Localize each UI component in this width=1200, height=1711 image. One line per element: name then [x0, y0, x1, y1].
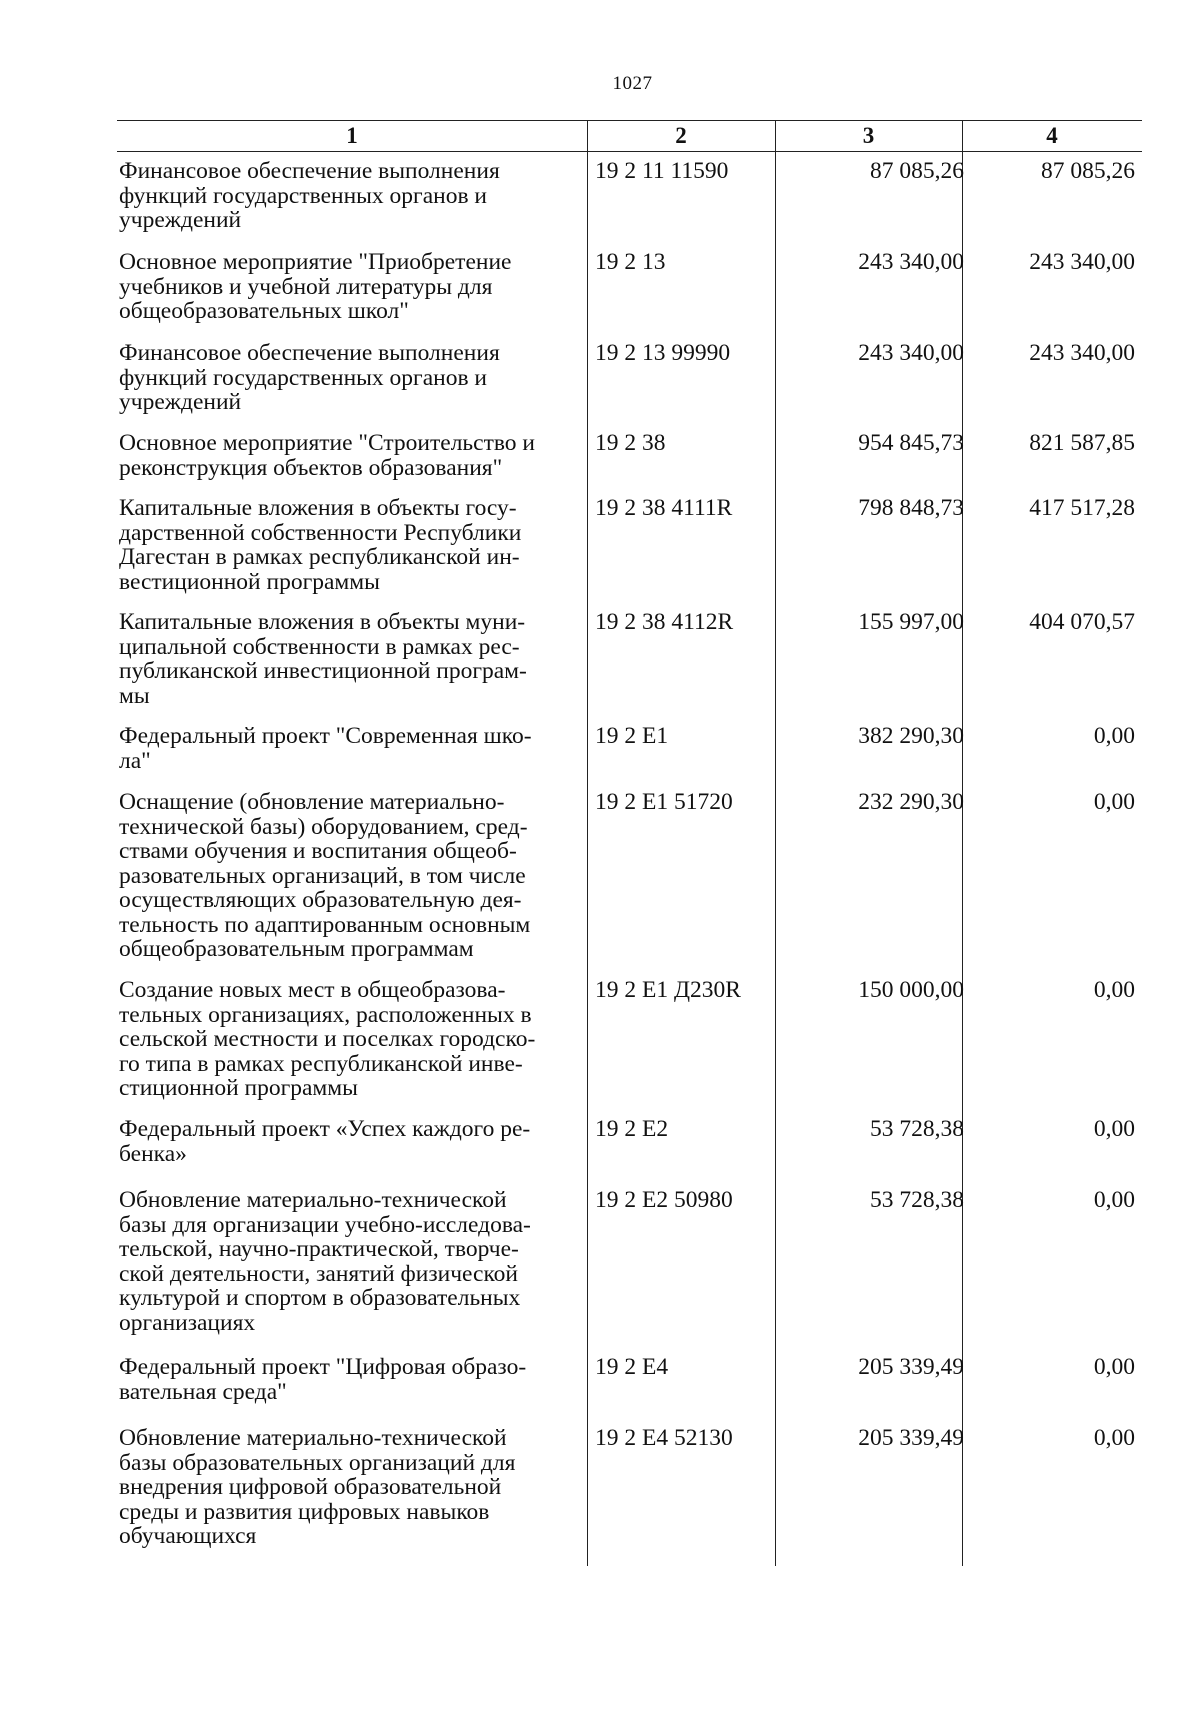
description-line: учреждений: [119, 207, 242, 233]
row-value-column-3: 87 085,26: [870, 158, 964, 184]
row-value-column-4: 0,00: [1093, 789, 1135, 815]
row-value-column-3: 53 728,38: [870, 1187, 964, 1213]
row-value-column-3: 53 728,38: [870, 1116, 964, 1142]
row-code: 19 2 E1 51720: [595, 789, 733, 815]
row-value-column-4: 243 340,00: [1029, 340, 1135, 366]
row-value-column-3: 243 340,00: [858, 340, 964, 366]
description-line: функций государственных органов и: [119, 182, 488, 209]
row-description: [119, 978, 587, 1101]
row-value-column-4: 0,00: [1093, 1187, 1135, 1213]
row-value-column-4: 0,00: [1093, 1425, 1135, 1451]
column-divider: [775, 120, 776, 1566]
column-divider: [587, 120, 588, 1566]
row-description: [119, 790, 587, 962]
row-value-column-4: 243 340,00: [1029, 249, 1135, 275]
row-value-column-4: 0,00: [1093, 1116, 1135, 1142]
row-code: 19 2 E1 Д230R: [595, 977, 741, 1003]
description-line: мы: [119, 682, 150, 709]
row-value-column-3: 155 997,00: [858, 609, 964, 635]
row-value-column-4: 0,00: [1093, 723, 1135, 749]
description-line: Основное мероприятие "Строительство и: [119, 430, 535, 456]
description-line: тельных организациях, расположенных в: [119, 1001, 532, 1028]
row-value-column-4: 0,00: [1093, 977, 1135, 1003]
table-header-border: [117, 151, 1142, 152]
description-line: базы образовательных организаций для: [119, 1449, 516, 1476]
description-line: среды и развития цифровых навыков: [119, 1498, 490, 1525]
budget-table: [117, 120, 1142, 1566]
row-code: 19 2 E4: [595, 1354, 669, 1380]
row-code: 19 2 13: [595, 249, 666, 275]
description-line: Оснащение (обновление материально-: [119, 789, 505, 815]
description-line: внедрения цифровой образовательной: [119, 1474, 502, 1500]
description-line: публиканской инвестиционной програм-: [119, 658, 527, 684]
row-description: [119, 1355, 587, 1404]
description-line: общеобразовательным программам: [119, 936, 474, 962]
description-line: учреждений: [119, 389, 242, 415]
column-header-1: 1: [346, 123, 358, 148]
description-line: вестиционной программы: [119, 568, 380, 595]
row-description: [119, 431, 587, 480]
row-code: 19 2 E1: [595, 723, 669, 749]
description-line: Основное мероприятие "Приобретение: [119, 249, 512, 275]
description-line: го типа в рамках республиканской инве-: [119, 1050, 523, 1077]
description-line: тельской, научно-практической, творче-: [119, 1236, 519, 1262]
description-line: учебников и учебной литературы для: [119, 273, 493, 300]
row-code: 19 2 E2 50980: [595, 1187, 733, 1213]
row-code: 19 2 38 4111R: [595, 495, 733, 521]
row-value-column-3: 954 845,73: [858, 430, 964, 456]
row-value-column-3: 232 290,30: [858, 789, 964, 815]
description-line: реконструкция объектов образования": [119, 454, 503, 481]
description-line: Капитальные вложения в объекты госу-: [119, 495, 517, 521]
description-line: Федеральный проект "Современная шко-: [119, 723, 532, 749]
row-value-column-4: 821 587,85: [1029, 430, 1135, 456]
row-code: 19 2 E4 52130: [595, 1425, 733, 1451]
description-line: базы для организации учебно-исследова-: [119, 1211, 531, 1238]
description-line: ла": [119, 747, 151, 774]
description-line: разовательных организаций, в том числе: [119, 862, 526, 889]
description-line: Финансовое обеспечение выполнения: [119, 340, 500, 366]
description-line: Дагестан в рамках республиканской ин-: [119, 544, 520, 570]
row-value-column-3: 798 848,73: [858, 495, 964, 521]
column-header-3: 3: [862, 123, 875, 148]
description-line: бенка»: [119, 1140, 187, 1167]
row-description: [119, 1426, 587, 1549]
description-line: Обновление материально-технической: [119, 1187, 507, 1213]
row-code: 19 2 11 11590: [595, 158, 729, 184]
description-line: тельность по адаптированным основным: [119, 911, 531, 938]
row-description: [119, 341, 587, 415]
row-description: [119, 1188, 587, 1335]
row-description: [119, 496, 587, 594]
description-line: дарственной собственности Республики: [119, 519, 522, 546]
row-code: 19 2 E2: [595, 1116, 669, 1142]
row-description: [119, 159, 587, 233]
description-line: сельской местности и поселках городско-: [119, 1026, 536, 1052]
row-value-column-4: 0,00: [1093, 1354, 1135, 1380]
description-line: функций государственных органов и: [119, 364, 488, 391]
description-line: Федеральный проект "Цифровая образо-: [119, 1354, 527, 1380]
column-divider: [962, 120, 963, 1566]
row-description: [119, 610, 587, 708]
row-value-column-3: 243 340,00: [858, 249, 964, 275]
row-value-column-4: 404 070,57: [1029, 609, 1135, 635]
row-description: [119, 1117, 587, 1166]
row-code: 19 2 13 99990: [595, 340, 731, 366]
page-number: 1027: [612, 73, 653, 94]
column-header-2: 2: [675, 123, 687, 148]
description-line: ской деятельности, занятий физической: [119, 1260, 519, 1287]
table-top-border: [117, 120, 1142, 121]
row-value-column-4: 87 085,26: [1041, 158, 1135, 184]
description-line: общеобразовательных школ": [119, 298, 409, 324]
column-header-4: 4: [1046, 123, 1058, 148]
row-value-column-3: 382 290,30: [858, 723, 964, 749]
description-line: осуществляющих образовательную дея-: [119, 887, 522, 913]
row-description: [119, 724, 587, 773]
row-value-column-3: 205 339,49: [858, 1354, 964, 1380]
description-line: Капитальные вложения в объекты муни-: [119, 609, 526, 635]
description-line: ствами обучения и воспитания общеоб-: [119, 838, 517, 864]
row-value-column-4: 417 517,28: [1029, 495, 1135, 521]
description-line: технической базы) оборудованием, сред-: [119, 813, 528, 840]
description-line: организациях: [119, 1309, 256, 1336]
description-line: культурой и спортом в образовательных: [119, 1285, 521, 1311]
description-line: обучающихся: [119, 1523, 257, 1549]
row-value-column-3: 150 000,00: [858, 977, 964, 1003]
row-code: 19 2 38 4112R: [595, 609, 734, 635]
row-value-column-3: 205 339,49: [858, 1425, 964, 1451]
description-line: ципальной собственности в рамках рес-: [119, 633, 520, 660]
description-line: Обновление материально-технической: [119, 1425, 507, 1451]
row-description: [119, 250, 587, 324]
row-code: 19 2 38: [595, 430, 666, 456]
description-line: вательная среда": [119, 1378, 287, 1405]
description-line: Финансовое обеспечение выполнения: [119, 158, 500, 184]
description-line: Создание новых мест в общеобразова-: [119, 977, 506, 1003]
description-line: Федеральный проект «Успех каждого ре-: [119, 1116, 531, 1142]
description-line: стиционной программы: [119, 1075, 358, 1101]
